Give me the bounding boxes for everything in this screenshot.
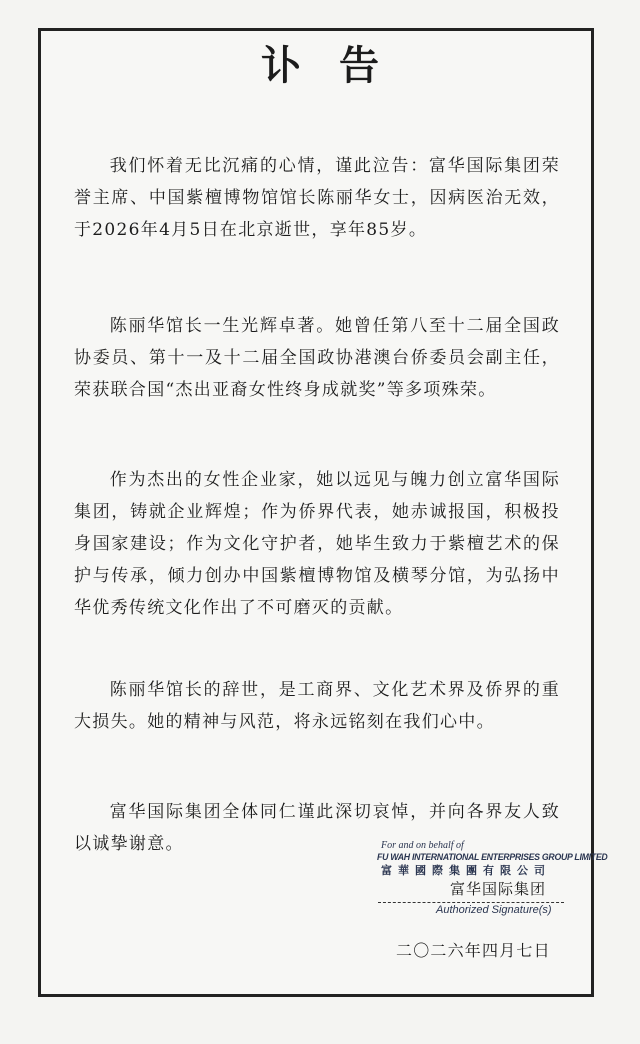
- signatory-name: 富华国际集团: [450, 880, 547, 898]
- paragraph-loss: 陈丽华馆长的辞世，是工商界、文化艺术界及侨界的重大损失。她的精神与风范，将永远铭刻在我们心中。: [74, 680, 560, 732]
- stamp-company-english: FU WAH INTERNATIONAL ENTERPRISES GROUP LIMITED: [377, 852, 608, 863]
- notice-title: 讣告: [261, 43, 417, 89]
- notice-date: 二〇二六年四月七日: [396, 941, 551, 960]
- signature-line: [378, 902, 564, 903]
- signature-caption: Authorized Signature(s): [436, 904, 552, 916]
- paragraph-contributions: 作为杰出的女性企业家，她以远见与魄力创立富华国际集团，铸就企业辉煌；作为侨界代表，她赤诚报国，积极投身国家建设；作为文化守护者，她毕生致力于紫檀艺术的保护与传承，倾力创办中国紫檀博物馆及横琴分馆，为弘扬中华优秀传统文化作出了不可磨灭的贡献。: [74, 470, 560, 618]
- paragraph-honors: 陈丽华馆长一生光辉卓著。她曾任第八至十二届全国政协委员、第十一及十二届全国政协港澳台侨委员会副主任，荣获联合国“杰出亚裔女性终身成就奖”等多项殊荣。: [74, 316, 560, 400]
- company-stamp: [377, 840, 608, 878]
- paragraph-announcement: 我们怀着无比沉痛的心情，谨此泣告：富华国际集团荣誉主席、中国紫檀博物馆馆长陈丽华女士，因病医治无效，于2026年4月5日在北京逝世，享年85岁。: [74, 156, 560, 240]
- paragraph-condolence: 富华国际集团全体同仁谨此深切哀悼，并向各界友人致以诚挚谢意。: [74, 802, 560, 854]
- stamp-company-chinese: 富華國際集團有限公司: [381, 864, 551, 877]
- stamp-behalf-line: For and on behalf of: [381, 840, 464, 851]
